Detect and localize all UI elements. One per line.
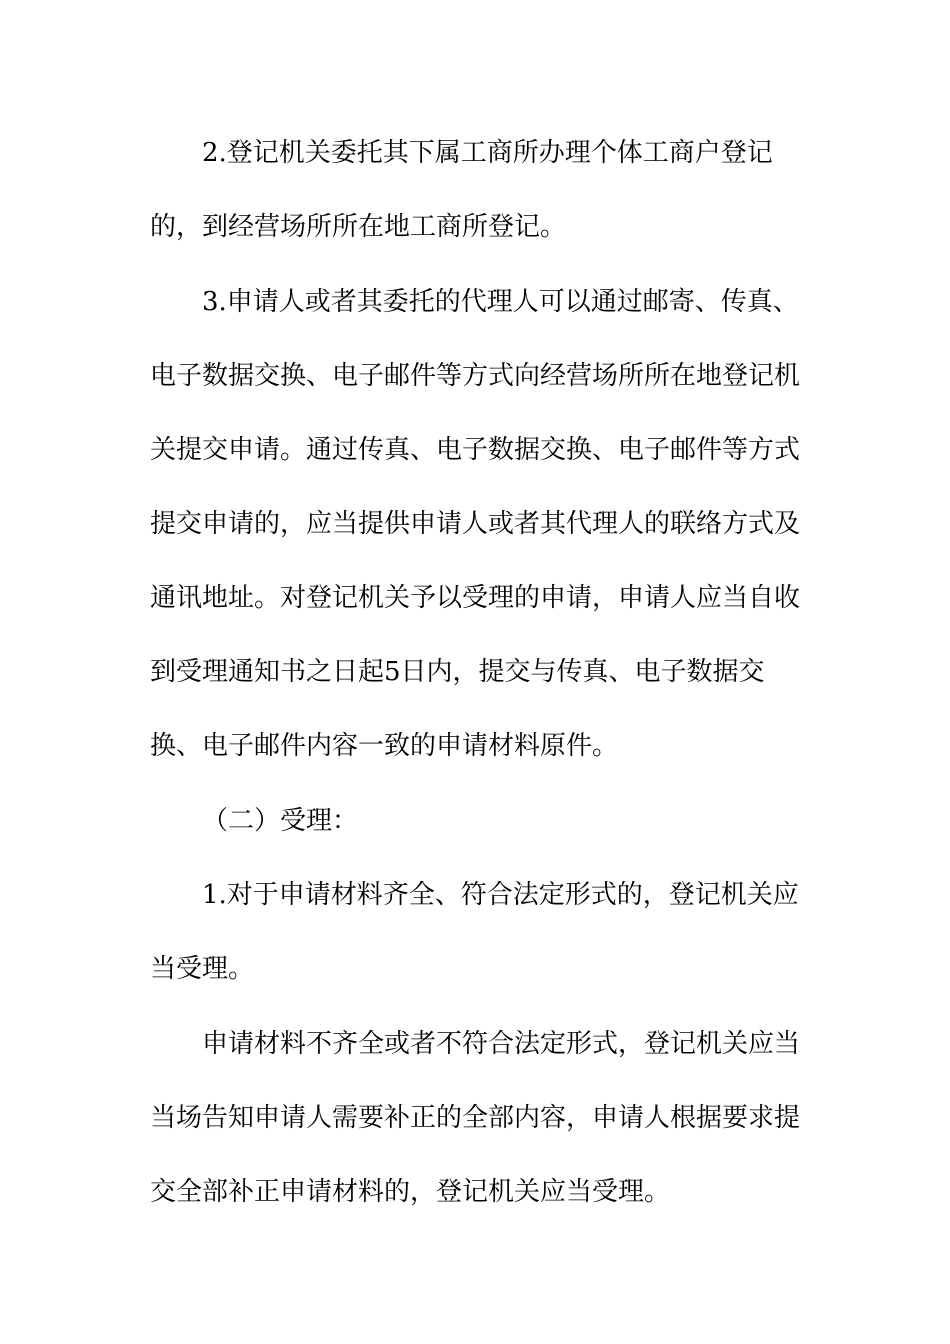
paragraph-line: 提交申请的，应当提供申请人或者其代理人的联络方式及 (150, 509, 801, 539)
paragraph-line: 的，到经营场所所在地工商所登记。 (150, 212, 567, 242)
paragraph-line: 3.申请人或者其委托的代理人可以通过邮寄、传真、 (202, 287, 799, 317)
paragraph-line: 当场告知申请人需要补正的全部内容，申请人根据要求提 (150, 1103, 801, 1133)
paragraph-line: 通讯地址。对登记机关予以受理的申请，申请人应当自收 (150, 583, 801, 613)
paragraph-line: 申请材料不齐全或者不符合法定形式，登记机关应当 (202, 1029, 801, 1059)
paragraph-line: 2.登记机关委托其下属工商所办理个体工商户登记 (202, 138, 773, 168)
paragraph-line: 电子数据交换、电子邮件等方式向经营场所所在地登记机 (150, 361, 801, 391)
paragraph-line: 1.对于申请材料齐全、符合法定形式的，登记机关应 (202, 880, 799, 910)
paragraph-line: 当受理。 (150, 954, 255, 984)
section-heading: （二）受理： (202, 806, 359, 836)
paragraph-line: 到受理通知书之日起5日内，提交与传真、电子数据交 (150, 657, 765, 687)
paragraph-line: 交全部补正申请材料的，登记机关应当受理。 (150, 1177, 671, 1207)
paragraph-line: 换、电子邮件内容一致的申请材料原件。 (150, 731, 619, 761)
paragraph-line: 关提交申请。通过传真、电子数据交换、电子邮件等方式 (150, 435, 801, 465)
